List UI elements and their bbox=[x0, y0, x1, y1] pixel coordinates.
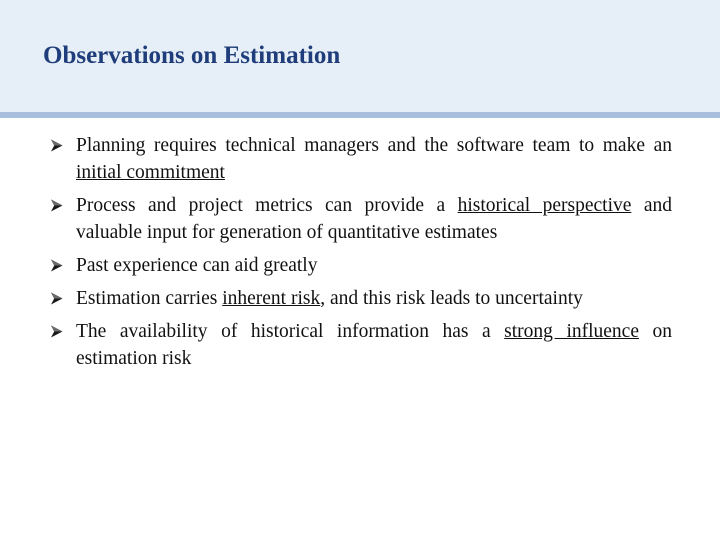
emphasized-term: historical perspective bbox=[457, 195, 632, 216]
arrowhead-bullet-icon bbox=[50, 292, 63, 305]
bullet-text bbox=[76, 195, 672, 243]
arrowhead-bullet-icon bbox=[50, 139, 63, 152]
emphasized-term: inherent risk bbox=[222, 288, 321, 309]
bullet-text bbox=[76, 135, 672, 183]
bullet-text-segment: The availability of historical information has a bbox=[76, 321, 505, 342]
bullet-text-segment: , and this risk leads to uncertainty bbox=[320, 288, 583, 309]
slide-title: Observations on Estimation bbox=[43, 42, 341, 69]
bullet-text-segment: on estimation risk bbox=[76, 321, 672, 369]
title-banner bbox=[0, 0, 720, 112]
arrowhead-bullet-icon bbox=[50, 259, 63, 272]
bullet-item bbox=[50, 252, 672, 279]
bullet-item bbox=[50, 318, 672, 372]
bullet-text-segment: Planning requires technical managers and the software team to make an bbox=[76, 135, 672, 156]
emphasized-term: strong influence bbox=[504, 321, 639, 342]
arrowhead-bullet-icon bbox=[50, 325, 63, 338]
bullet-text-segment: Past experience can aid greatly bbox=[76, 255, 318, 276]
bullet-text-segment: Process and project metrics can provide a bbox=[76, 195, 458, 216]
arrowhead-bullet-icon bbox=[50, 199, 63, 212]
title-divider bbox=[0, 112, 720, 118]
bullet-text-segment: and valuable input for generation of quantitative estimates bbox=[76, 195, 672, 243]
bullet-item bbox=[50, 132, 672, 186]
bullet-text bbox=[76, 321, 672, 369]
bullet-item bbox=[50, 285, 672, 312]
bullet-text bbox=[76, 288, 583, 309]
bullet-list bbox=[50, 132, 672, 372]
bullet-item bbox=[50, 192, 672, 246]
bullet-text bbox=[76, 255, 317, 276]
bullet-text-segment: Estimation carries bbox=[76, 288, 223, 309]
emphasized-term: initial commitment bbox=[76, 162, 225, 183]
